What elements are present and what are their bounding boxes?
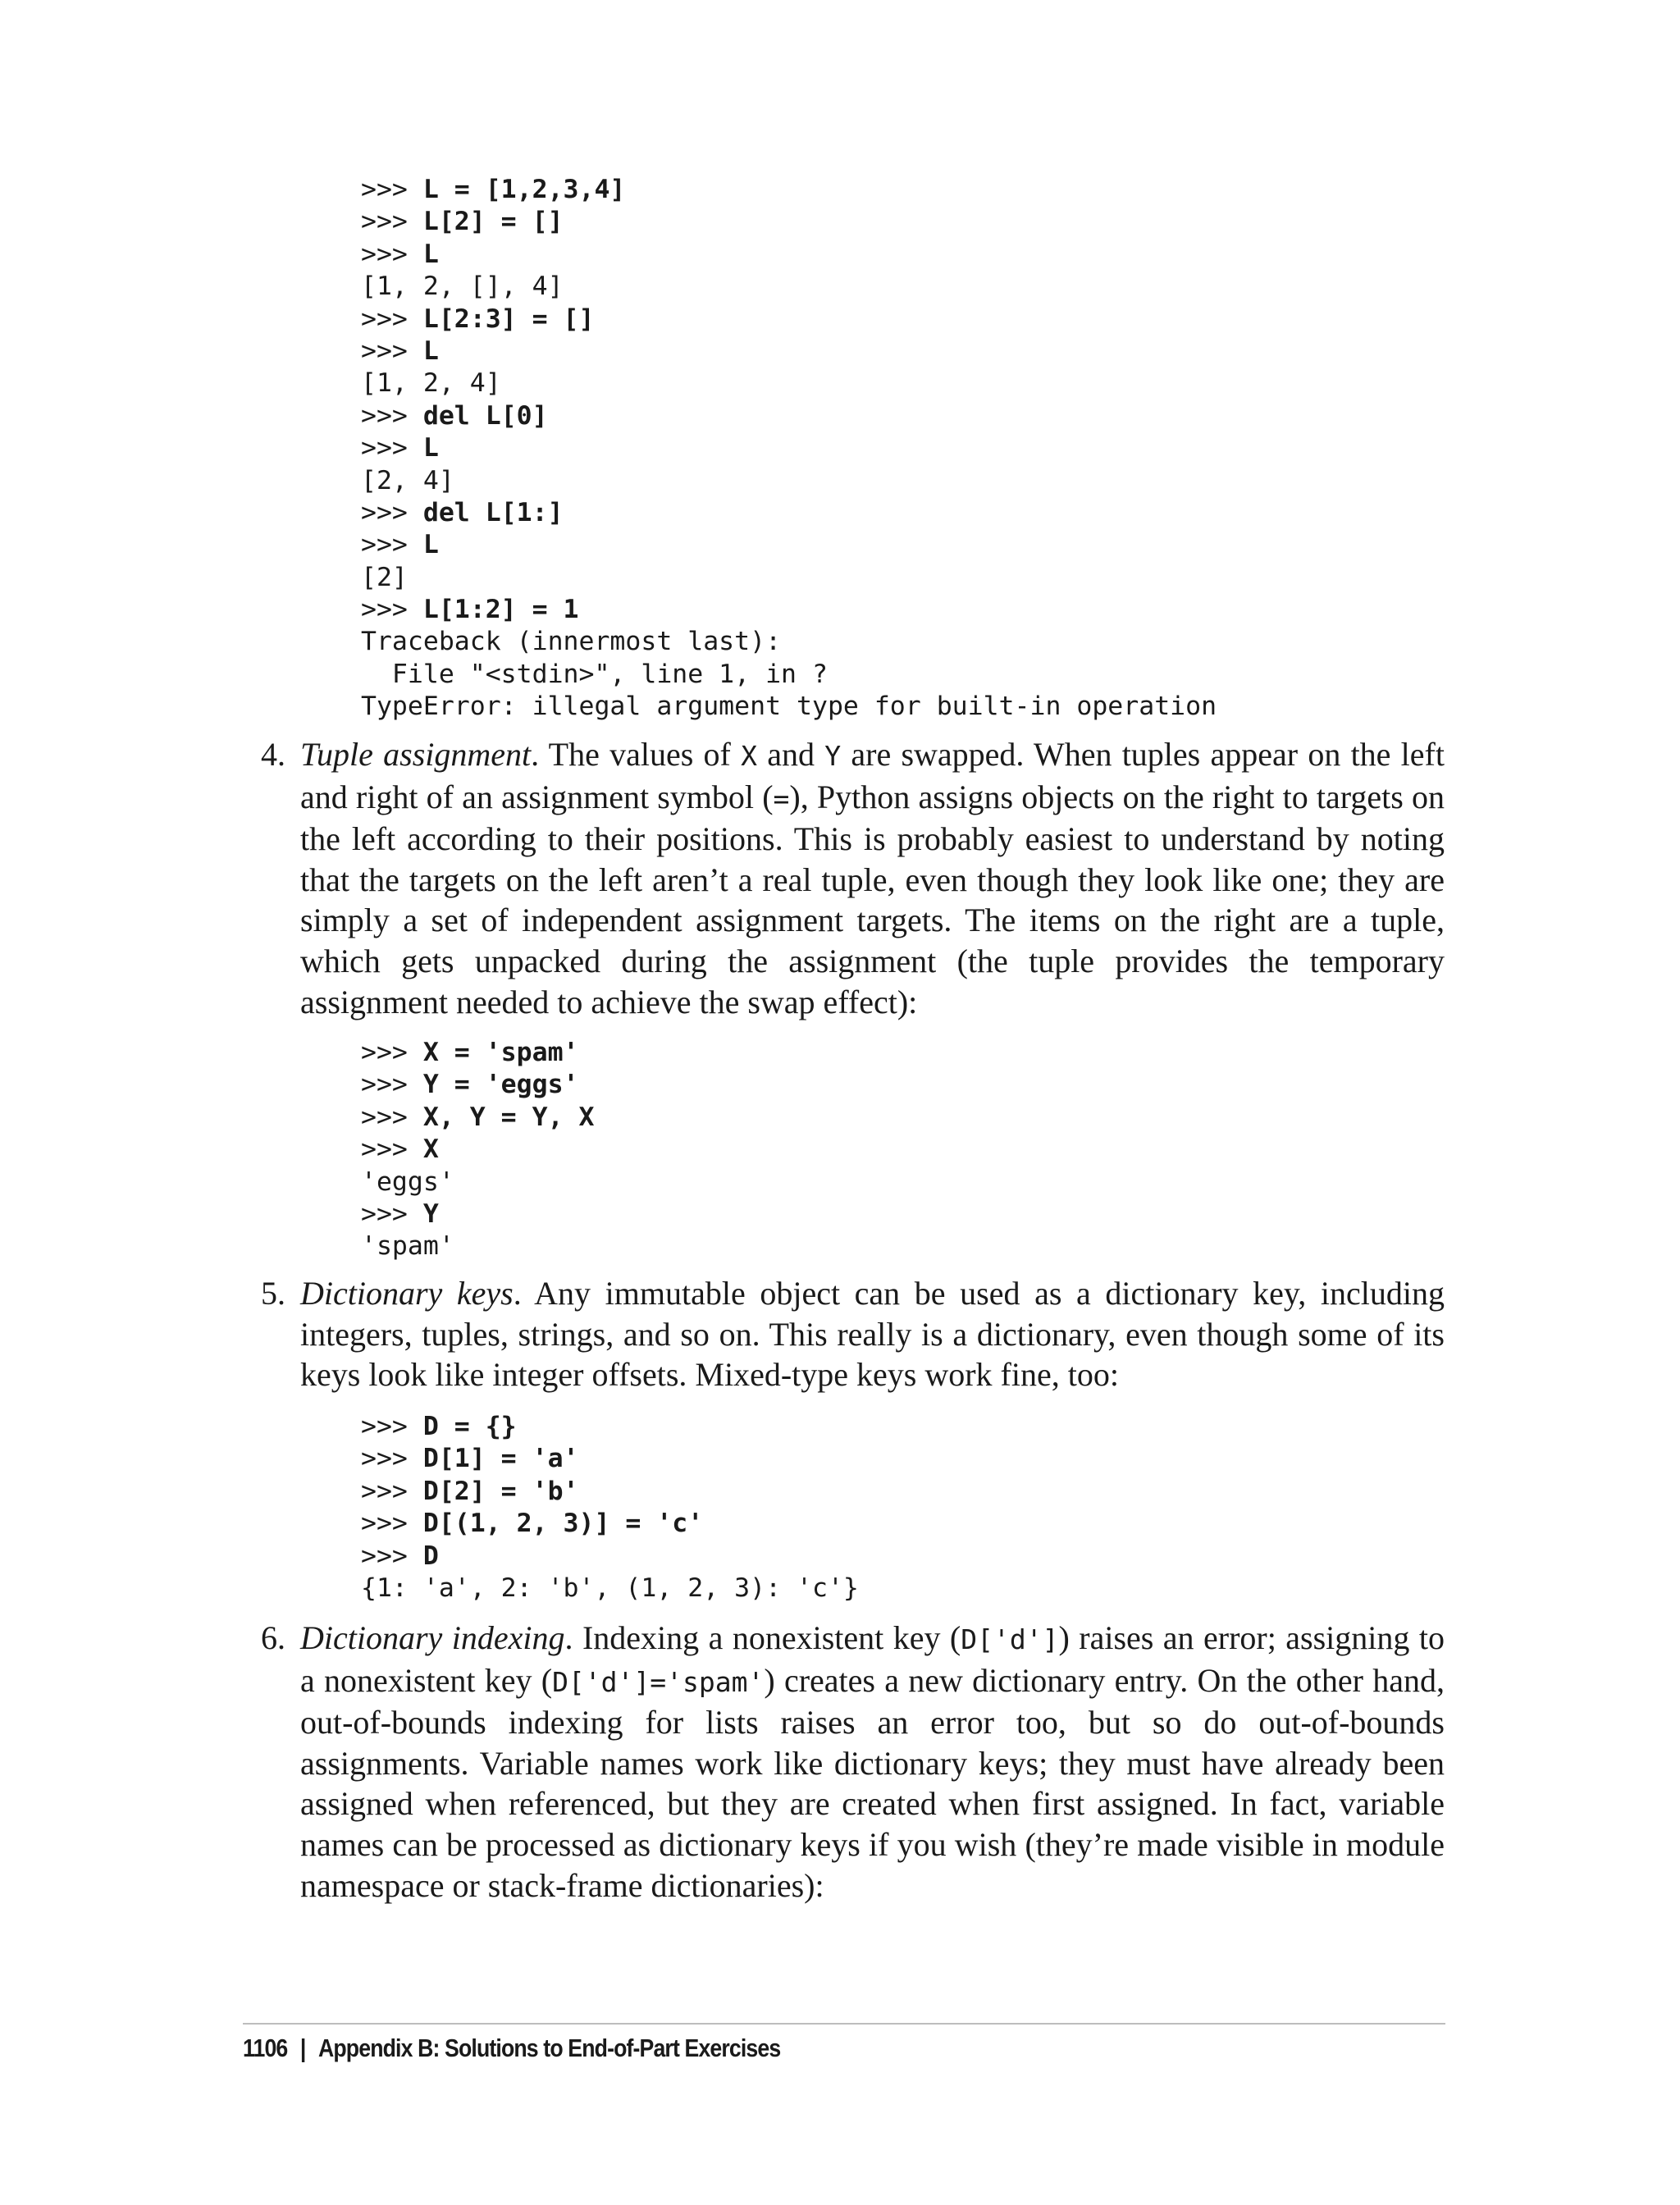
code-line — [361, 174, 1217, 206]
item-lead-term: Dictionary keys — [300, 1275, 514, 1312]
code-line — [361, 1411, 859, 1443]
list-item-dictionary-keys — [261, 1273, 1445, 1395]
item-text: Tuple assignment. The values of X and Y are swapped. When tuples appear on the left and right of an assignment symbol (=), Python assigns objects on the right to targets on the left according to their positions. This is probably easiest to understand by noting that the targets on the left aren’t a real tuple, even though they look like one; they are simply a set of independent assignment targets. The items on the right are a tuple, which gets unpacked during the assignment (the tuple provides the temporary assignment needed to achieve the swap effect): — [300, 736, 1445, 1020]
code-line — [361, 1102, 594, 1134]
code-line — [361, 1508, 859, 1540]
code-line — [361, 432, 1217, 464]
code-prompt: >>> — [361, 175, 423, 204]
code-input: X — [422, 1134, 439, 1165]
code-line — [361, 1541, 859, 1573]
code-line — [361, 691, 1217, 723]
code-prompt: >>> — [361, 1509, 423, 1539]
footer-rule — [243, 2023, 1445, 2025]
code-line — [361, 594, 1217, 626]
code-input: L — [422, 433, 439, 463]
code-block-list-deletion — [361, 174, 1217, 724]
code-line — [361, 529, 1217, 561]
code-prompt: >>> — [361, 1102, 423, 1132]
code-input: L[1:2] = 1 — [422, 595, 579, 625]
code-output: Traceback (innermost last): — [361, 627, 782, 657]
code-line — [361, 239, 1217, 271]
code-prompt: >>> — [361, 207, 423, 237]
code-prompt: >>> — [361, 595, 423, 625]
code-input: L = [1,2,3,4] — [422, 175, 626, 204]
footer-section-title: Appendix B: Solutions to End-of-Part Exercises — [317, 2034, 781, 2062]
inline-code: D['d'] — [961, 1623, 1059, 1655]
code-line — [361, 465, 1217, 497]
code-line — [361, 1476, 859, 1508]
code-input: D[2] = 'b' — [422, 1476, 579, 1506]
code-input: L — [422, 239, 439, 269]
code-input: L — [422, 530, 439, 560]
code-line — [361, 400, 1217, 432]
footer-separator: | — [299, 2034, 306, 2062]
inline-code: D['d']='spam' — [552, 1665, 765, 1698]
code-input: L — [422, 336, 439, 366]
code-input: D — [422, 1541, 439, 1571]
item-text: Dictionary keys. Any immutable object can be used as a dictionary key, including integers, tuples, strings, and so on. This really is a dictionary, even though some of its keys look like integer offsets. Mixed-type keys work fine, too: — [300, 1275, 1445, 1394]
code-input: D = {} — [422, 1412, 517, 1441]
code-prompt: >>> — [361, 336, 423, 366]
code-output: [2, 4] — [361, 465, 454, 495]
inline-code: = — [773, 782, 790, 815]
code-input: L[2] = [] — [422, 207, 564, 237]
page-footer — [243, 2034, 780, 2063]
code-line — [361, 271, 1217, 303]
code-line — [361, 1198, 594, 1230]
code-prompt: >>> — [361, 1070, 423, 1100]
code-input: D[(1, 2, 3)] = 'c' — [422, 1509, 704, 1539]
code-input: X, Y = Y, X — [422, 1102, 595, 1132]
code-line — [361, 1069, 594, 1101]
code-output: [2] — [361, 562, 408, 592]
code-line — [361, 659, 1217, 691]
code-prompt: >>> — [361, 239, 423, 269]
code-prompt: >>> — [361, 304, 423, 334]
code-input: Y = 'eggs' — [422, 1070, 579, 1100]
code-prompt: >>> — [361, 400, 423, 431]
list-item-dictionary-indexing — [261, 1618, 1445, 1906]
code-output: [1, 2, [], 4] — [361, 272, 564, 302]
item-lead-term: Dictionary indexing — [300, 1619, 565, 1656]
code-line — [361, 1166, 594, 1198]
code-output: 'spam' — [361, 1231, 454, 1262]
code-line — [361, 1443, 859, 1475]
code-prompt: >>> — [361, 1412, 423, 1441]
code-line — [361, 626, 1217, 658]
code-line — [361, 1573, 859, 1605]
code-line — [361, 1230, 594, 1262]
code-prompt: >>> — [361, 497, 423, 527]
code-line — [361, 562, 1217, 594]
code-line — [361, 368, 1217, 399]
code-line — [361, 497, 1217, 529]
code-prompt: >>> — [361, 1444, 423, 1474]
list-item-tuple-assignment — [261, 734, 1445, 1022]
code-input: D[1] = 'a' — [422, 1444, 579, 1474]
code-prompt: >>> — [361, 1476, 423, 1506]
code-line — [361, 304, 1217, 336]
code-prompt: >>> — [361, 1541, 423, 1571]
code-input: del L[1:] — [422, 497, 564, 527]
code-output: File "<stdin>", line 1, in ? — [361, 659, 828, 689]
code-block-dictionary-keys — [361, 1411, 859, 1605]
item-text: Dictionary indexing. Indexing a nonexistent key (D['d']) raises an error; assigning to a nonexistent key (D['d']='spam') creates a new dictionary entry. On the other hand, out-of-bounds indexing for lists raises an error too, but so do out-of-bounds assignments. Variable names work like dictionary keys; they must have already been assigned when referenced, but they are created when first assigned. In fact, variable names can be processed as dictionary keys if you wish (they’re made visible in module namespace or stack-frame dictionaries): — [300, 1619, 1445, 1904]
item-number: 6. — [261, 1619, 285, 1656]
code-line — [361, 1037, 594, 1069]
code-output: [1, 2, 4] — [361, 368, 501, 399]
code-input: X = 'spam' — [422, 1038, 579, 1067]
code-prompt: >>> — [361, 433, 423, 463]
code-input: L[2:3] = [] — [422, 304, 595, 334]
code-line — [361, 1134, 594, 1166]
item-lead-term: Tuple assignment — [300, 736, 532, 773]
item-number: 5. — [261, 1275, 285, 1312]
inline-code: Y — [824, 740, 842, 772]
inline-code: X — [741, 740, 757, 772]
code-block-tuple-swap — [361, 1037, 594, 1263]
code-line — [361, 336, 1217, 368]
code-line — [361, 206, 1217, 238]
code-prompt: >>> — [361, 1198, 423, 1229]
code-output: {1: 'a', 2: 'b', (1, 2, 3): 'c'} — [361, 1573, 859, 1603]
code-input: del L[0] — [422, 400, 548, 431]
code-output: 'eggs' — [361, 1166, 454, 1197]
code-input: Y — [422, 1198, 439, 1229]
code-prompt: >>> — [361, 530, 423, 560]
code-prompt: >>> — [361, 1038, 423, 1067]
page-number: 1106 — [243, 2034, 288, 2062]
code-output: TypeError: illegal argument type for built-in operation — [361, 692, 1217, 722]
code-prompt: >>> — [361, 1134, 423, 1165]
item-number: 4. — [261, 736, 285, 773]
